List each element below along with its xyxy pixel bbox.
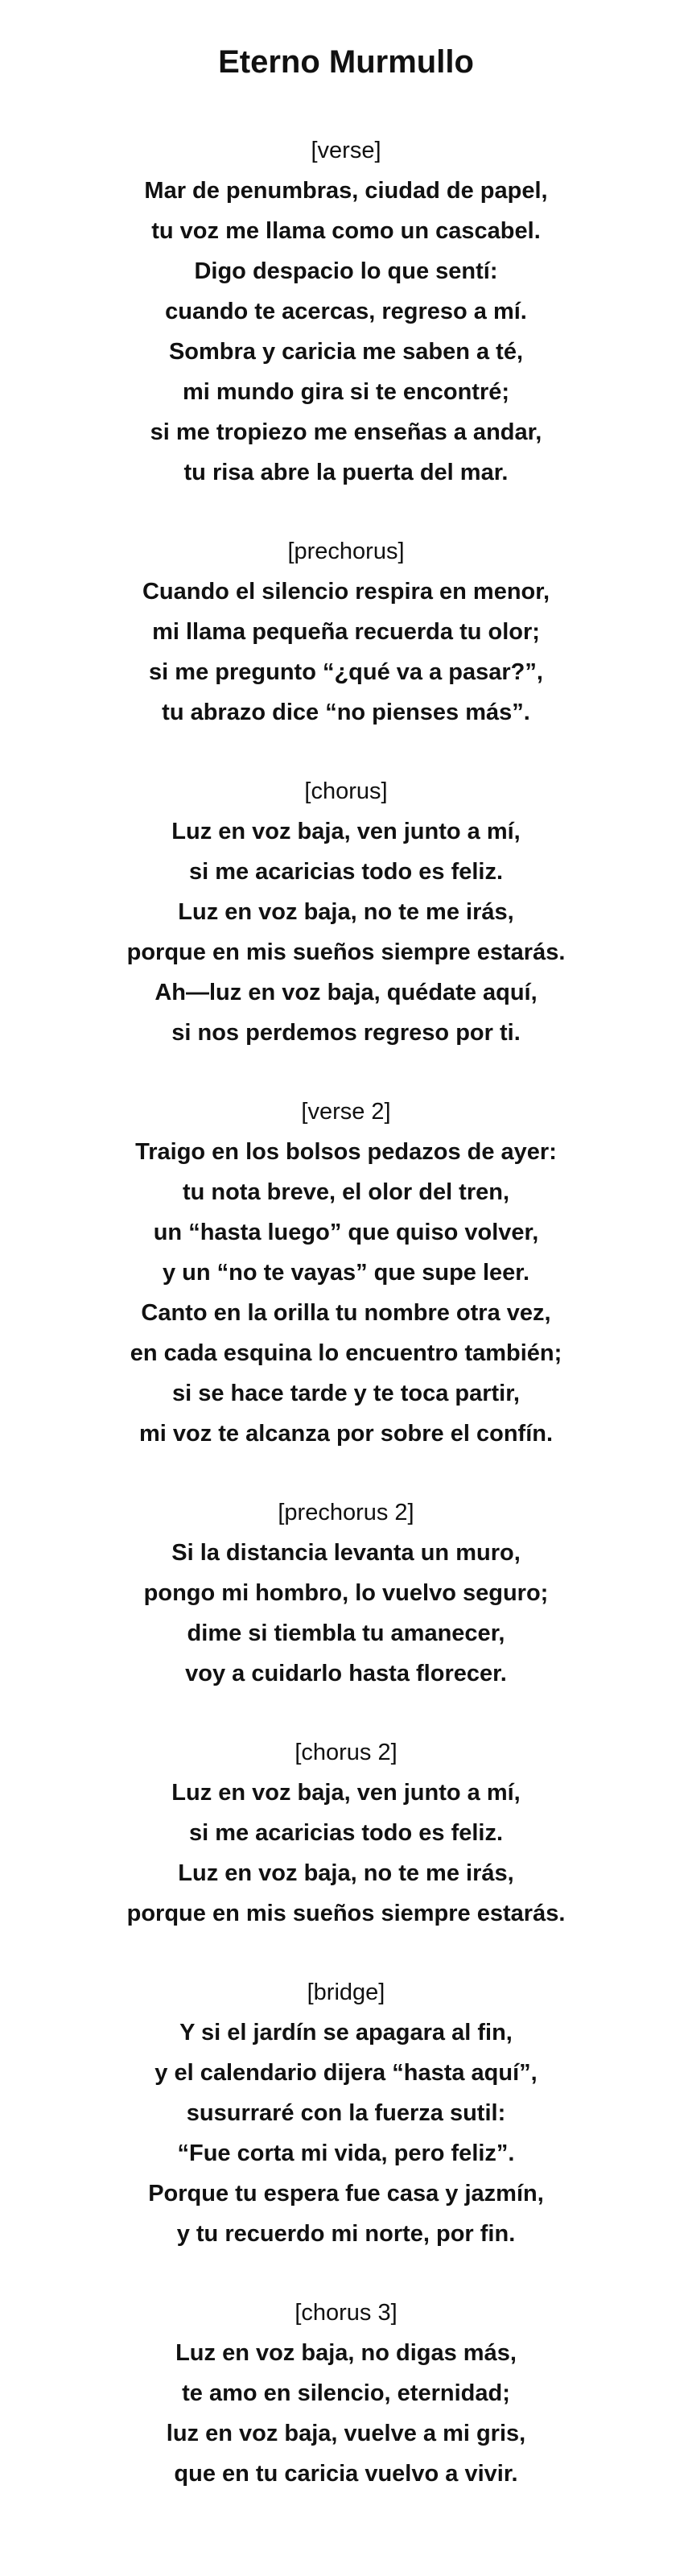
lyric-line: pongo mi hombro, lo vuelvo seguro; [143, 1580, 549, 1606]
section-label: [chorus] [304, 778, 388, 804]
section-label: [verse 2] [301, 1099, 391, 1125]
lyric-line: dime si tiembla tu amanecer, [187, 1620, 505, 1646]
lyric-line: y tu recuerdo mi norte, por fin. [176, 2221, 516, 2247]
lyric-line: un “hasta luego” que quiso volver, [153, 1220, 539, 1245]
lyric-line: Luz en voz baja, no te me irás, [178, 1860, 514, 1886]
lyrics-section [0, 1972, 692, 2254]
lyric-line: si me tropiezo me enseñas a andar, [150, 419, 542, 445]
lyric-line: Digo despacio lo que sentí: [194, 258, 498, 284]
lyric-line: Mar de penumbras, ciudad de papel, [144, 178, 548, 204]
lyric-line: si me acaricias todo es feliz. [188, 1820, 504, 1846]
lyrics-section [0, 1492, 692, 1694]
lyric-line: Luz en voz baja, ven junto a mí, [171, 819, 521, 844]
lyric-line: porque en mis sueños siempre estarás. [126, 939, 566, 965]
lyric-line: si me acaricias todo es feliz. [188, 859, 504, 885]
lyric-line: Traigo en los bolsos pedazos de ayer: [135, 1139, 557, 1165]
lyric-line: Porque tu espera fue casa y jazmín, [148, 2181, 544, 2207]
section-label: [chorus 3] [295, 2300, 397, 2326]
lyrics-section [0, 1092, 692, 1454]
lyrics-section [0, 1732, 692, 1934]
lyric-line: luz en voz baja, vuelve a mi gris, [166, 2421, 526, 2446]
lyrics-section [0, 130, 692, 493]
lyric-line: Si la distancia levanta un muro, [171, 1540, 521, 1566]
lyric-line: si me pregunto “¿qué va a pasar?”, [149, 659, 543, 685]
lyric-line: te amo en silencio, eternidad; [182, 2380, 510, 2406]
lyrics-section [0, 2293, 692, 2494]
lyrics-section [0, 771, 692, 1053]
song-title: Eterno Murmullo [218, 44, 474, 80]
section-label: [chorus 2] [295, 1740, 397, 1765]
lyric-line: “Fue corta mi vida, pero feliz”. [177, 2140, 515, 2166]
section-label: [prechorus 2] [278, 1500, 414, 1525]
lyric-line: y el calendario dijera “hasta aquí”, [154, 2060, 538, 2086]
lyric-line: cuando te acercas, regreso a mí. [165, 299, 527, 324]
lyric-line: Luz en voz baja, no te me irás, [178, 899, 514, 925]
lyric-line: Ah—luz en voz baja, quédate aquí, [154, 980, 538, 1005]
lyric-line: tu voz me llama como un cascabel. [151, 218, 541, 244]
lyric-line: Cuando el silencio respira en menor, [142, 579, 550, 605]
lyric-line: voy a cuidarlo hasta florecer. [185, 1661, 507, 1686]
section-label: [bridge] [307, 1979, 385, 2005]
lyric-line: tu nota breve, el olor del tren, [182, 1179, 510, 1205]
lyric-line: Y si el jardín se apagara al fin, [179, 2020, 513, 2046]
lyric-line: Luz en voz baja, no digas más, [175, 2340, 517, 2366]
lyric-line: mi mundo gira si te encontré; [182, 379, 510, 405]
lyric-line: Sombra y caricia me saben a té, [168, 339, 524, 365]
lyric-line: si se hace tarde y te toca partir, [172, 1381, 520, 1406]
lyric-line: y un “no te vayas” que supe leer. [162, 1260, 530, 1286]
section-label: [prechorus] [287, 539, 405, 564]
lyric-line: tu abrazo dice “no pienses más”. [162, 700, 530, 725]
lyric-line: en cada esquina lo encuentro también; [130, 1340, 562, 1366]
lyric-line: mi voz te alcanza por sobre el confín. [138, 1421, 554, 1447]
lyric-line: tu risa abre la puerta del mar. [183, 460, 509, 485]
section-label: [verse] [311, 138, 381, 163]
lyric-line: que en tu caricia vuelvo a vivir. [174, 2461, 518, 2487]
lyrics-body [0, 130, 692, 2494]
lyric-line: si nos perdemos regreso por ti. [171, 1020, 521, 1046]
lyric-line: mi llama pequeña recuerda tu olor; [152, 619, 540, 645]
lyrics-section [0, 531, 692, 733]
lyric-line: porque en mis sueños siempre estarás. [126, 1901, 566, 1926]
lyric-line: susurraré con la fuerza sutil: [186, 2100, 506, 2126]
lyric-line: Luz en voz baja, ven junto a mí, [171, 1780, 521, 1806]
lyric-line: Canto en la orilla tu nombre otra vez, [141, 1300, 551, 1326]
